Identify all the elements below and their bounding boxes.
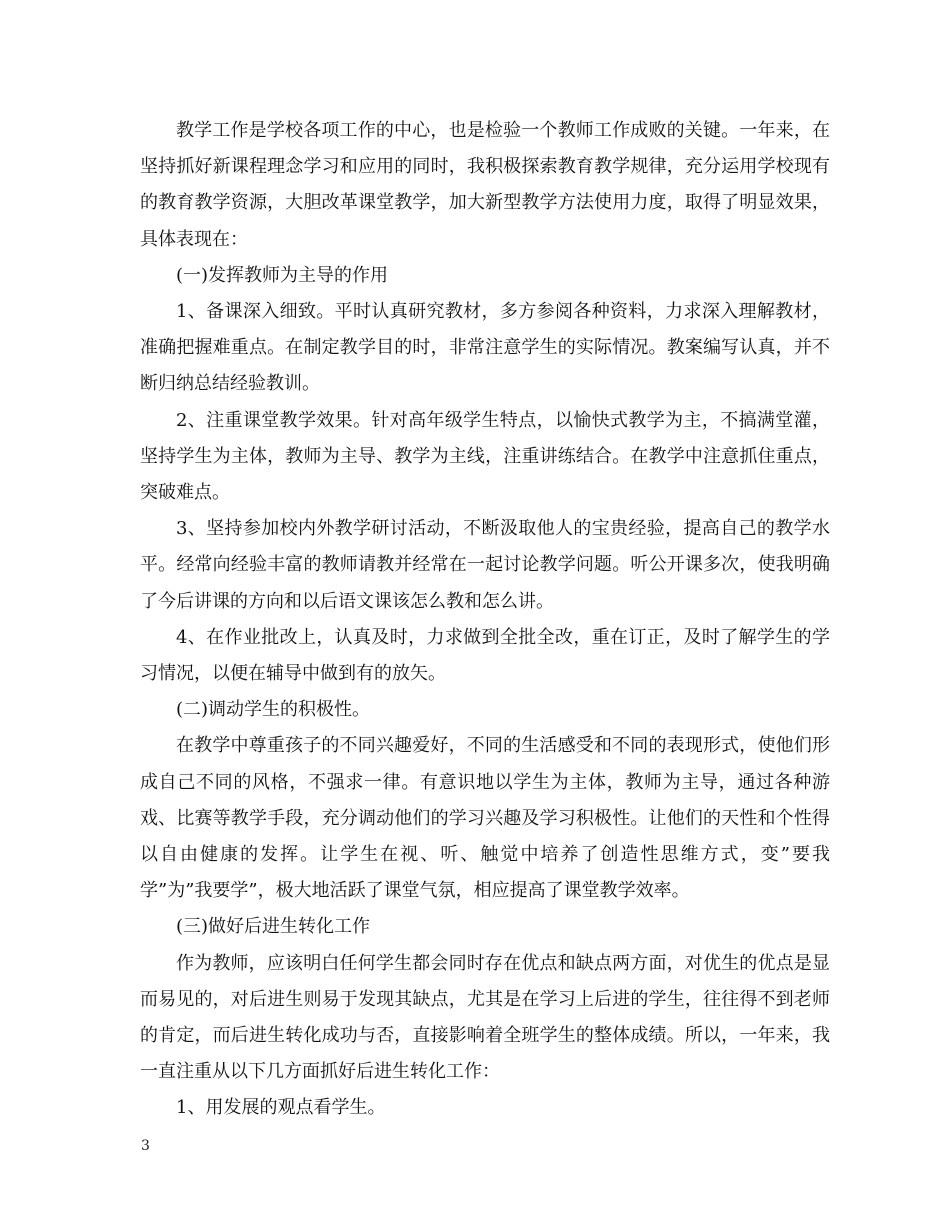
section-heading-2: (二)调动学生的积极性。 (176, 699, 371, 721)
list-item-3: 3、坚持参加校内外教学研讨活动，不断汲取他人的宝贵经验，提高自己的教学水平。经常向经验丰富的教师请教并经常在一起讨论教学问题。听公开课多次，使我明确了今后讲课的方向和以后语文课该怎么教和怎么讲。 (140, 518, 830, 612)
list-item-2: 2、注重课堂教学效果。针对高年级学生特点，以愉快式教学为主，不搞满堂灌，坚持学生为主体，教师为主导、教学为主线，注重讲练结合。在教学中注意抓住重点，突破难点。 (140, 409, 830, 504)
list-item-1: 1、备课深入细致。平时认真研究教材，多方参阅各种资料，力求深入理解教材，准确把握难重点。在制定教学目的时，非常注意学生的实际情况。教案编写认真，并不断归纳总结经验教训。 (140, 301, 830, 395)
list-item-4: 4、在作业批改上，认真及时，力求做到全批全改，重在订正，及时了解学生的学习情况，以便在辅导中做到有的放矢。 (140, 626, 830, 685)
section-heading-1: (一)发挥教师为主导的作用 (176, 264, 389, 286)
section-heading-3: (三)做好后进生转化工作 (176, 916, 371, 938)
document-body (140, 113, 830, 1127)
page-number: 3 (141, 1138, 150, 1154)
intro-paragraph: 教学工作是学校各项工作的中心，也是检验一个教师工作成败的关键。一年来，在坚持抓好新课程理念学习和应用的同时，我积极探索教育教学规律，充分运用学校现有的教育教学资源，大胆改革课堂教学，加大新型教学方法使用力度，取得了明显效果，具体表现在： (140, 120, 830, 250)
section-3-list-item-1: 1、用发展的观点看学生。 (176, 1097, 386, 1119)
section-3-paragraph: 作为教师，应该明白任何学生都会同时存在优点和缺点两方面，对优生的优点是显而易见的，对后进生则易于发现其缺点，尤其是在学习上后进的学生，往往得不到老师的肯定，而后进生转化成功与否，直接影响着全班学生的整体成绩。所以，一年来，我一直注重从以下几方面抓好后进生转化工作： (140, 952, 830, 1083)
section-2-paragraph: 在教学中尊重孩子的不同兴趣爱好，不同的生活感受和不同的表现形式，使他们形成自己不同的风格，不强求一律。有意识地以学生为主体，教师为主导，通过各种游戏、比赛等教学手段，充分调动他们的学习兴趣及学习积极性。让他们的天性和个性得以自由健康的发挥。让学生在视、听、触觉中培养了创造性思维方式，变”要我学”为”我要学”，极大地活跃了课堂气氛，相应提高了课堂教学效率。 (140, 735, 830, 902)
